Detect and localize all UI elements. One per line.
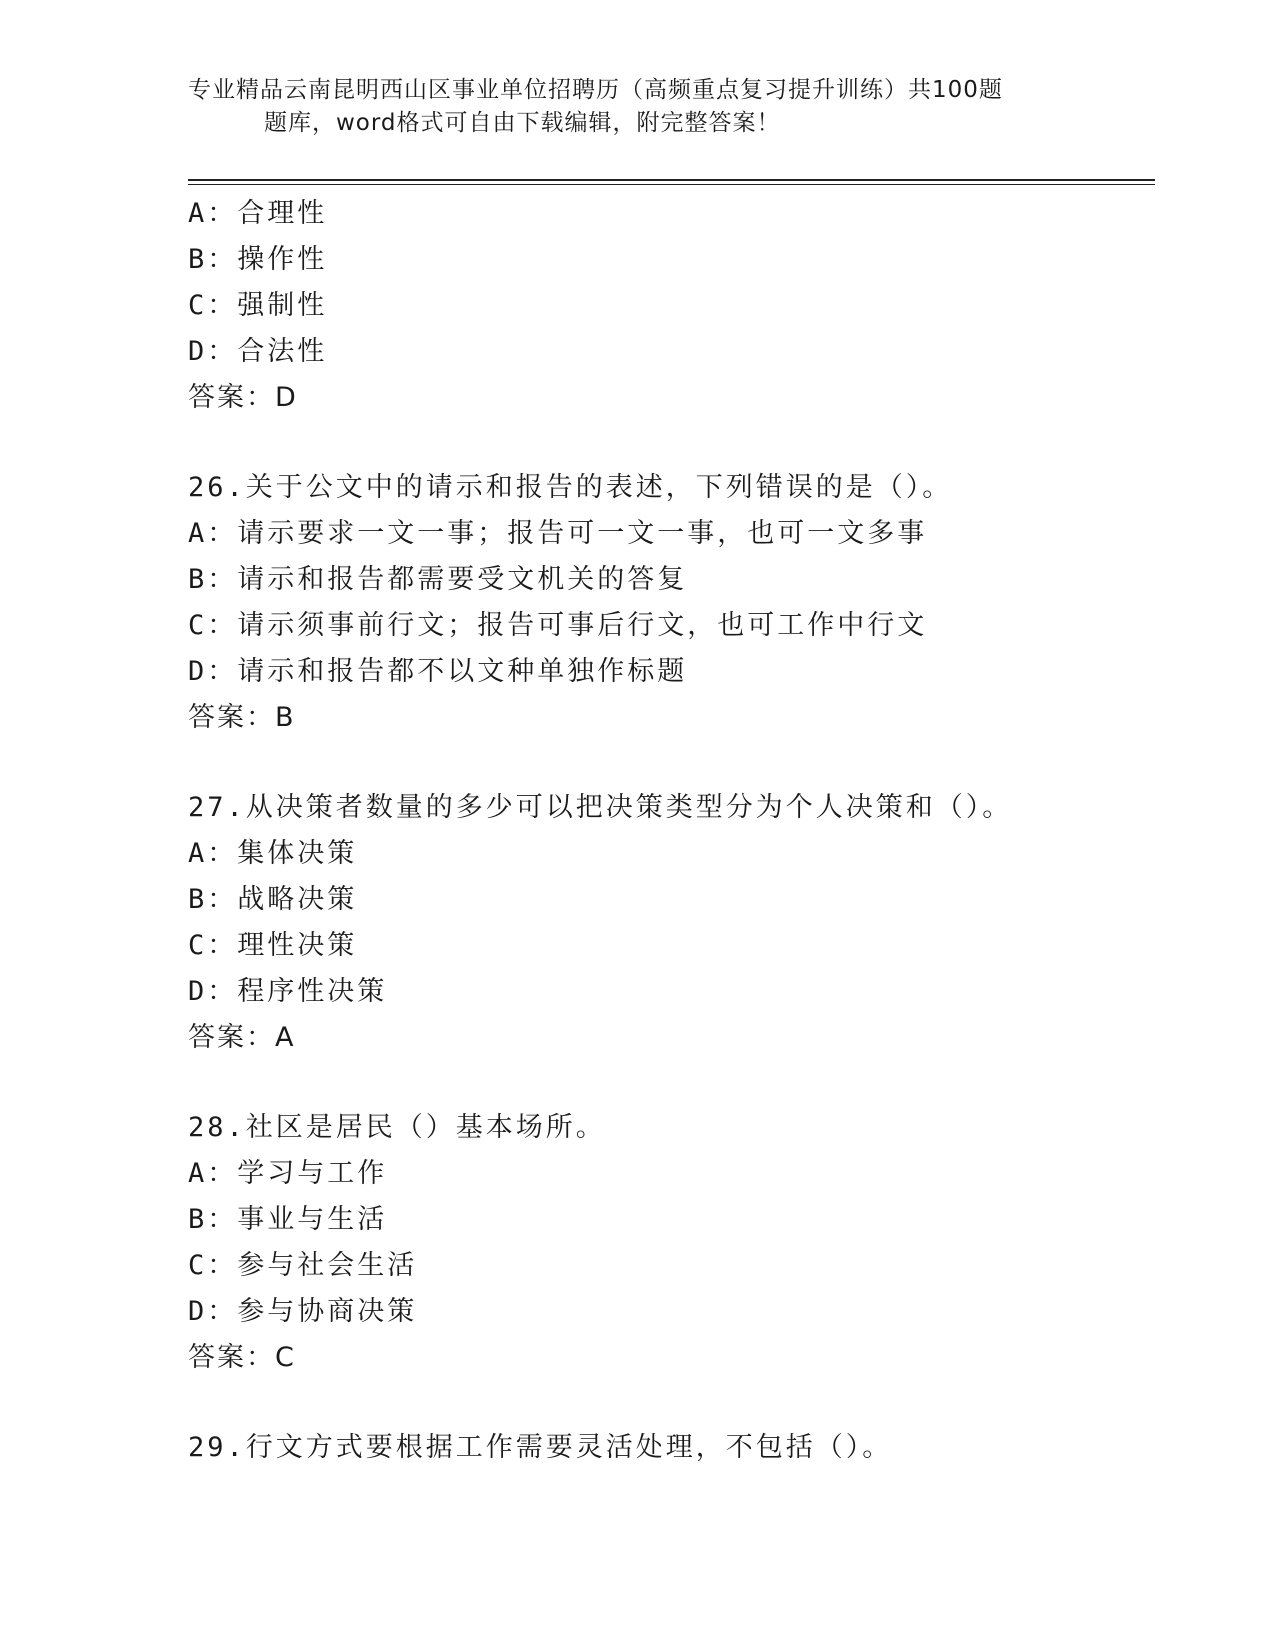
- option-a: A：集体决策: [188, 838, 358, 869]
- header-title-line-1: 专业精品云南昆明西山区事业单位招聘历（高频重点复习提升训练）共100题: [188, 77, 1003, 103]
- answer-line: 答案：A: [188, 1022, 296, 1053]
- option-c: C：理性决策: [188, 930, 358, 961]
- header-title-line-2: 题库，word格式可自由下载编辑，附完整答案！: [264, 110, 781, 136]
- option-d: D：程序性决策: [188, 976, 388, 1007]
- document-header: [188, 74, 1068, 140]
- question-block-25: [188, 191, 1155, 421]
- option-a: A：请示要求一文一事；报告可一文一事，也可一文多事: [188, 518, 928, 549]
- option-d: D：参与协商决策: [188, 1296, 418, 1327]
- question-stem: 26.关于公文中的请示和报告的表述，下列错误的是（）。: [188, 472, 953, 503]
- option-c: C：参与社会生活: [188, 1250, 418, 1281]
- option-b: B：战略决策: [188, 884, 358, 915]
- option-b: B：事业与生活: [188, 1204, 388, 1235]
- document-body: [188, 191, 1155, 1471]
- option-a: A：合理性: [188, 198, 328, 229]
- question-block-27: [188, 785, 1155, 1061]
- question-stem: 27.从决策者数量的多少可以把决策类型分为个人决策和（）。: [188, 792, 1013, 823]
- answer-line: 答案：C: [188, 1342, 296, 1373]
- option-d: D：合法性: [188, 336, 328, 367]
- answer-line: 答案：B: [188, 702, 296, 733]
- option-c: C：请示须事前行文；报告可事后行文，也可工作中行文: [188, 610, 928, 641]
- question-block-28: [188, 1105, 1155, 1381]
- question-stem: 29.行文方式要根据工作需要灵活处理，不包括（）。: [188, 1432, 893, 1463]
- question-block-29: [188, 1425, 1155, 1471]
- option-b: B：操作性: [188, 244, 328, 275]
- answer-line: 答案：D: [188, 382, 298, 413]
- option-b: B：请示和报告都需要受文机关的答复: [188, 564, 688, 595]
- header-divider-thick: [188, 179, 1155, 181]
- question-block-26: [188, 465, 1155, 741]
- option-a: A：学习与工作: [188, 1158, 388, 1189]
- header-divider-thin: [188, 184, 1155, 185]
- option-c: C：强制性: [188, 290, 328, 321]
- question-stem: 28.社区是居民（）基本场所。: [188, 1112, 606, 1143]
- option-d: D：请示和报告都不以文种单独作标题: [188, 656, 688, 687]
